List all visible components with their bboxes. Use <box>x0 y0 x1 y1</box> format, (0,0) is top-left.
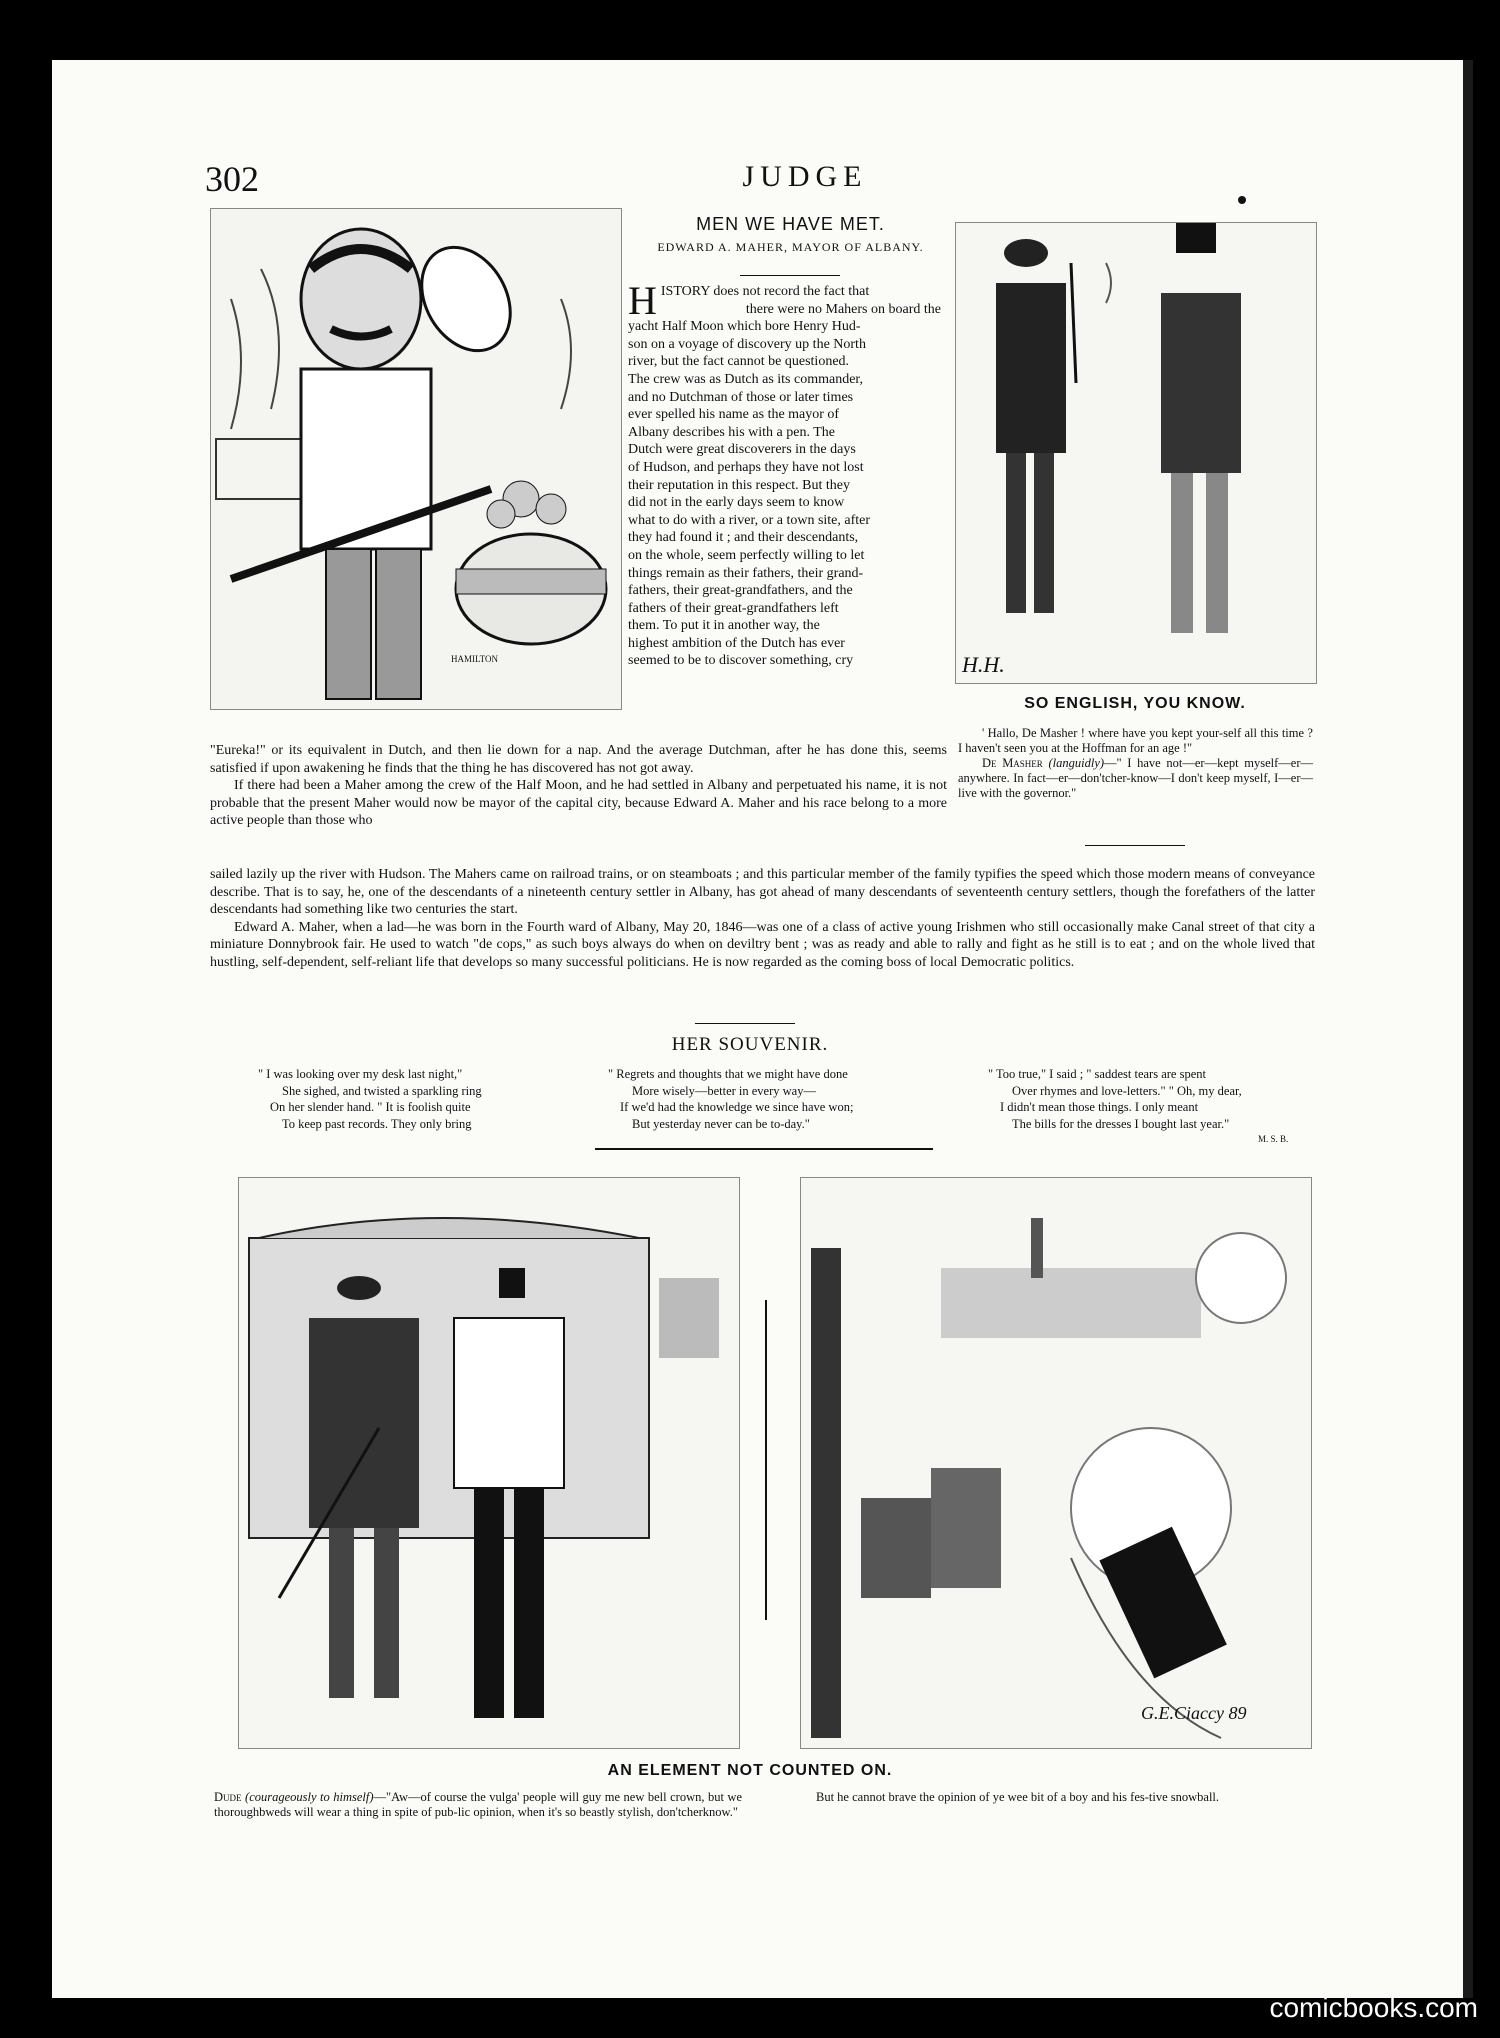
poem-line: More wisely—better in every way— <box>632 1083 816 1098</box>
english-title: SO ENGLISH, YOU KNOW. <box>1024 695 1246 712</box>
poem-line: Over rhymes and love-letters." " Oh, my dear, <box>1012 1083 1242 1098</box>
poem-line: " Regrets and thoughts that we might have done <box>608 1067 848 1081</box>
poem-line: On her slender hand. " It is foolish quite <box>270 1100 471 1114</box>
article-line: fathers of their great-grandfathers left <box>628 600 839 616</box>
gentlemen-drawing <box>956 223 1316 683</box>
article-line: their reputation in this respect. But they <box>628 477 851 493</box>
article-line: there were no Mahers on board the <box>745 301 941 317</box>
souvenir-top-rule <box>695 1023 795 1024</box>
article-column <box>628 278 941 670</box>
article-wide-text <box>210 742 947 830</box>
poem-line: I didn't mean those things. I only meant <box>1000 1100 1199 1114</box>
title-rule <box>740 275 840 276</box>
english-line: ' Hallo, De Masher ! where have you kept your-self all this time ? I haven't seen you at the Hoffman for an age !" <box>958 726 1313 755</box>
souvenir-stanza-3 <box>988 1066 1288 1132</box>
article-paragraph: Edward A. Maher, when a lad—he was born in the Fourth ward of Albany, May 20, 1846—was one of a class of active young Irishmen who still occasionally make Canal street of that city a miniature Donnybrook fair. He used to watch "de cops," as such boys always do when on deviltry bent ; was as ready and able to rally and fight as he still is to eat ; and on the whole lived that hustling, self-dependent, self-reliant life that develops so many successful politicians. He is now regarded as the coming boss of local Democratic politics. <box>210 919 1315 970</box>
panel-divider <box>765 1300 767 1620</box>
dude-illustration-left <box>238 1177 740 1749</box>
caricature-signature: HAMILTON <box>451 654 499 664</box>
poem-line: But yesterday never can be to-day." <box>632 1116 810 1131</box>
element-caption-left <box>214 1790 742 1820</box>
souvenir-title: HER SOUVENIR. <box>671 1034 829 1055</box>
element-stage: (courageously to himself) <box>245 1790 374 1804</box>
poem-line: She sighed, and twisted a sparkling ring <box>282 1083 482 1098</box>
article-title: MEN WE HAVE MET. <box>696 214 885 234</box>
page-number: 302 <box>205 159 259 199</box>
article-line: ever spelled his name as the mayor of <box>628 407 840 423</box>
caricature-illustration <box>210 208 622 710</box>
article-paragraph: "Eureka!" or its equivalent in Dutch, and then lie down for a nap. And the average Dutchman, after he has done this, seems satisfied if upon awakening he finds that the thing he has discovered has not got away. <box>210 743 947 776</box>
source-watermark: comicbooks.com <box>1269 1992 1478 2023</box>
article-line: they had found it ; and their descendants, <box>628 530 859 546</box>
article-line: Albany describes his with a pen. The <box>628 424 835 440</box>
article-line: what to do with a river, or a town site, after <box>628 512 871 528</box>
english-line <box>958 756 1313 801</box>
english-dialogue <box>958 726 1313 801</box>
element-caption-right <box>792 1790 1315 1805</box>
poem-line: " Too true," I said ; " saddest tears are spent <box>988 1067 1206 1081</box>
article-line: things remain as their fathers, their grand- <box>628 565 864 581</box>
snowball-signature: G.E.Ciaccy 89 <box>1141 1703 1247 1723</box>
souvenir-stanza-2 <box>608 1066 888 1132</box>
souvenir-stanza-1 <box>258 1066 528 1132</box>
element-speech: —"Aw—of course the vulga' people will guy me new bell crown, but we thoroughbweds will wear a thing in spite of pub-lic opinion, when it's so beastly stylish, don'tcherknow." <box>214 1790 742 1819</box>
magazine-masthead: JUDGE <box>742 160 868 193</box>
element-title: AN ELEMENT NOT COUNTED ON. <box>607 1762 893 1779</box>
snowball-drawing <box>801 1178 1311 1748</box>
snowball-illustration-right <box>800 1177 1312 1749</box>
article-line: The crew was as Dutch as its commander, <box>628 371 864 387</box>
english-gentlemen-illustration <box>955 222 1317 684</box>
element-line <box>214 1790 742 1820</box>
article-line: highest ambition of the Dutch has ever <box>628 635 845 651</box>
article-line: yacht Half Moon which bore Henry Hud- <box>628 319 861 335</box>
poem-line: The bills for the dresses I bought last year." <box>1012 1116 1230 1131</box>
article-line: of Hudson, and perhaps they have not lost <box>628 459 864 475</box>
caricature-drawing <box>211 209 621 709</box>
article-line: Dutch were great discoverers in the days <box>628 442 856 458</box>
binding-edge <box>1463 60 1473 1998</box>
english-speaker: De Masher <box>982 756 1043 770</box>
article-line: and no Dutchman of those or later times <box>628 389 854 405</box>
poem-line: If we'd had the knowledge we since have won; <box>620 1100 854 1114</box>
article-subtitle: EDWARD A. MAHER, MAYOR OF ALBANY. <box>657 240 924 254</box>
article-line: seemed to be to discover something, cry <box>628 653 854 669</box>
drop-cap: H <box>628 278 657 323</box>
english-stage: (languidly) <box>1048 756 1105 770</box>
article-full-text <box>210 866 1315 972</box>
article-line: river, but the fact cannot be questioned. <box>628 354 850 370</box>
element-speaker: Dude <box>214 1790 242 1804</box>
article-line: did not in the early days seem to know <box>628 495 845 511</box>
article-line: on the whole, seem perfectly willing to let <box>628 547 865 563</box>
poem-line: " I was looking over my desk last night," <box>258 1067 463 1081</box>
article-line: them. To put it in another way, the <box>628 618 820 634</box>
article-line: son on a voyage of discovery up the North <box>628 336 866 352</box>
english-rule <box>1085 845 1185 846</box>
english-signature: H.H. <box>962 652 1005 677</box>
souvenir-bottom-rule <box>595 1148 933 1150</box>
ink-dot <box>1238 196 1246 204</box>
element-line: But he cannot brave the opinion of ye wee bit of a boy and his fes-tive snowball. <box>816 1790 1220 1804</box>
article-line: fathers, their great-grandfathers, and the <box>628 583 853 599</box>
article-line: ISTORY does not record the fact that <box>660 284 870 299</box>
dude-drawing <box>239 1178 739 1748</box>
poem-line: To keep past records. They only bring <box>282 1116 472 1131</box>
article-paragraph: If there had been a Maher among the crew of the Half Moon, and he had settled in Albany and perpetuated his name, it is not probable that the present Maher would now be mayor of the capital city, because Edward A. Maher and his race belong to a more active people than those who <box>210 778 947 829</box>
souvenir-author: M. S. B. <box>1258 1134 1289 1144</box>
english-reply: —" I have not—er—kept myself—er—anywhere. In fact—er—don'tcher-know—I don't keep myself, I—er—live with the governor." <box>958 756 1313 800</box>
article-paragraph: sailed lazily up the river with Hudson. The Mahers came on railroad trains, or on steamboats ; and this particular member of the family typifies the speed which those modern means of conveyance describe. That is to say, he, one of the descendants of a nineteenth century settler in Albany, has got ahead of many descendants of seventeenth century settlers, though the forefathers of the latter descendants had something like two centuries the start. <box>210 867 1315 918</box>
